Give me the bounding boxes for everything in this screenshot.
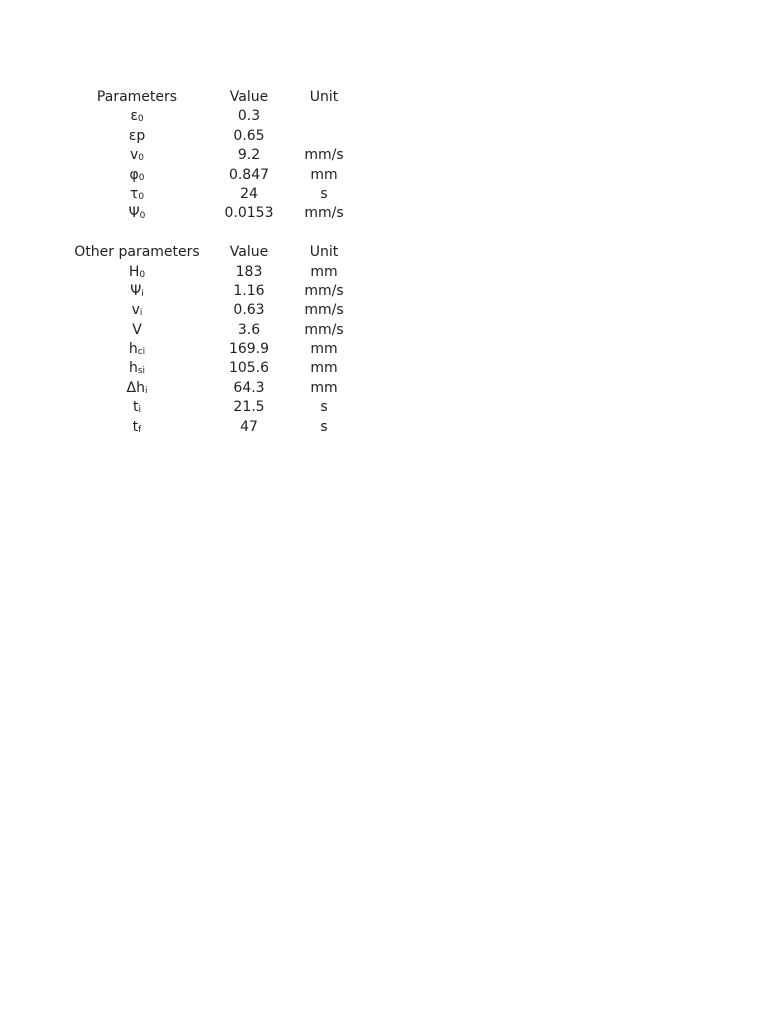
table-row bbox=[62, 263, 362, 282]
param-value: 47 bbox=[240, 418, 258, 435]
table-row bbox=[62, 398, 362, 417]
header-parameters: Parameters bbox=[96, 89, 178, 105]
param-unit: mm/s bbox=[304, 147, 344, 164]
param-unit: s bbox=[320, 185, 328, 202]
param-value: 9.2 bbox=[237, 147, 261, 164]
param-unit: mm/s bbox=[304, 302, 344, 319]
param-unit: mm/s bbox=[304, 205, 344, 222]
param-value: 0.63 bbox=[233, 302, 265, 319]
param-symbol: $t_f$ bbox=[132, 418, 142, 435]
param-value: 1.16 bbox=[233, 282, 265, 299]
param-unit: mm bbox=[310, 341, 338, 358]
table-row bbox=[62, 185, 362, 204]
table-row bbox=[62, 146, 362, 165]
param-value: 0.65 bbox=[233, 127, 265, 144]
table-row bbox=[62, 127, 362, 146]
param-unit: mm bbox=[310, 360, 338, 377]
param-symbol: $h_{ci}$ bbox=[128, 341, 146, 358]
param-unit: mm bbox=[310, 166, 338, 183]
header-unit: Unit bbox=[309, 89, 339, 105]
table-row bbox=[62, 379, 362, 398]
header-unit: Unit bbox=[309, 244, 339, 261]
param-symbol: $v_0$ bbox=[129, 147, 145, 164]
param-unit bbox=[286, 127, 362, 146]
param-symbol: $H_0$ bbox=[128, 263, 146, 280]
table-row bbox=[62, 166, 362, 185]
param-symbol: εp bbox=[128, 127, 146, 144]
table1-header-row bbox=[62, 88, 362, 107]
param-unit: s bbox=[320, 418, 328, 435]
param-value: 105.6 bbox=[228, 360, 270, 377]
param-symbol: $v_i$ bbox=[131, 302, 143, 319]
param-value: 3.6 bbox=[237, 321, 261, 338]
table-spacer bbox=[62, 224, 362, 243]
param-unit: mm bbox=[310, 379, 338, 396]
table-row bbox=[62, 107, 362, 126]
param-symbol: $t_i$ bbox=[132, 399, 141, 416]
param-symbol: $\varepsilon_0$ bbox=[130, 108, 144, 125]
param-symbol: $\tau_0$ bbox=[129, 185, 145, 202]
table-row bbox=[62, 282, 362, 301]
param-symbol: $\varphi_0$ bbox=[129, 166, 145, 183]
param-value: 169.9 bbox=[228, 341, 270, 358]
param-value: 24 bbox=[240, 185, 258, 202]
param-value: 0.847 bbox=[228, 166, 270, 183]
param-value: 21.5 bbox=[233, 399, 265, 416]
table-row bbox=[62, 321, 362, 340]
table-row bbox=[62, 301, 362, 320]
param-value: 183 bbox=[235, 263, 263, 280]
param-symbol: $\Psi_0$ bbox=[128, 205, 146, 222]
param-unit: s bbox=[320, 399, 328, 416]
param-symbol: $h_{si}$ bbox=[128, 360, 146, 377]
param-unit bbox=[286, 107, 362, 126]
param-value: 64.3 bbox=[233, 379, 265, 396]
header-other-parameters: Other parameters bbox=[74, 244, 200, 261]
table-row bbox=[62, 359, 362, 378]
param-symbol: $\Psi_i$ bbox=[130, 282, 144, 299]
param-unit: mm bbox=[310, 263, 338, 280]
param-symbol: V bbox=[132, 321, 142, 338]
table-row bbox=[62, 340, 362, 359]
table2-header-row bbox=[62, 243, 362, 262]
header-value: Value bbox=[229, 89, 269, 105]
param-value: 0.3 bbox=[237, 108, 261, 125]
table-row bbox=[62, 204, 362, 223]
table-row bbox=[62, 418, 362, 437]
param-unit: mm/s bbox=[304, 321, 344, 338]
parameter-sheet bbox=[62, 88, 362, 437]
param-unit: mm/s bbox=[304, 282, 344, 299]
param-symbol: $\Delta h_i$ bbox=[126, 379, 148, 396]
header-value: Value bbox=[229, 244, 269, 261]
param-value: 0.0153 bbox=[224, 205, 274, 222]
